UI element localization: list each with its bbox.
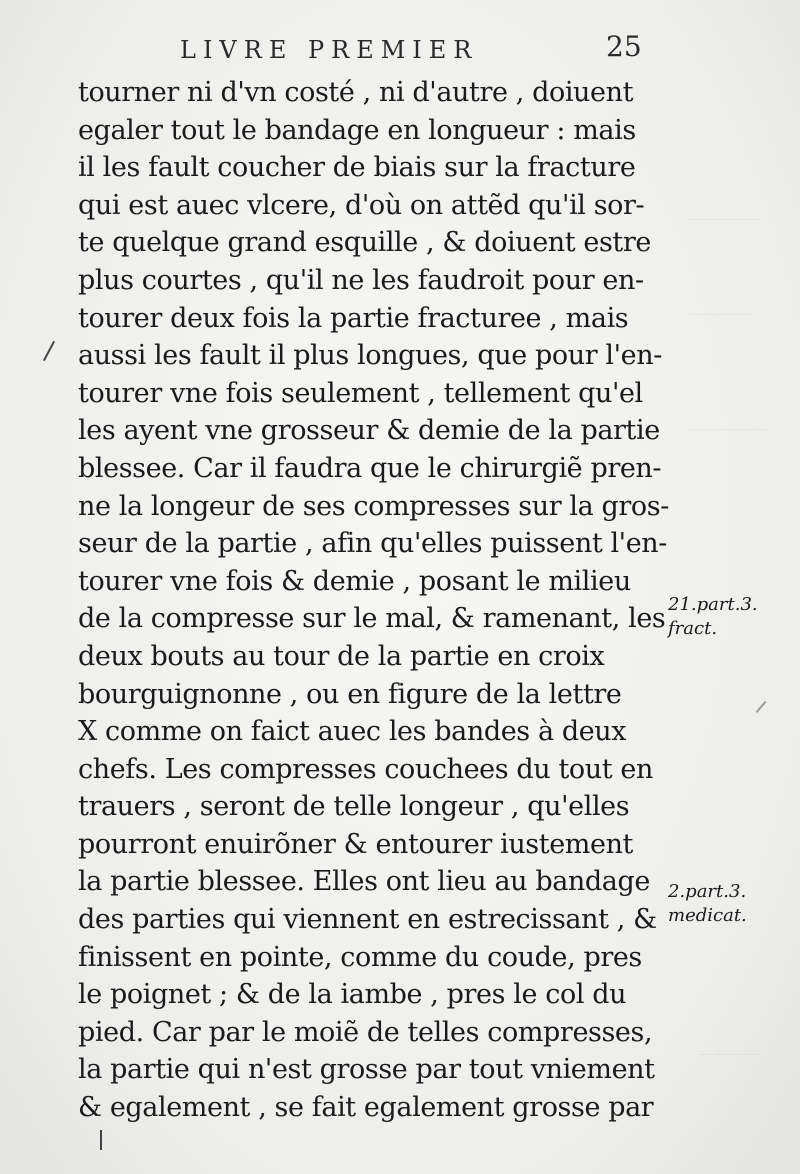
text-line: pourront enuirõner & entourer iustement bbox=[78, 828, 634, 860]
margin-note bbox=[668, 593, 758, 641]
text-line: la partie qui n'est grosse par tout vniement bbox=[78, 1054, 655, 1086]
text-line: tourer deux fois la partie fracturee , mais bbox=[78, 302, 629, 334]
text-line: qui est auec vlcere, d'où on attẽd qu'il sor- bbox=[78, 189, 645, 221]
text-line: seur de la partie , afin qu'elles puissent l'en- bbox=[78, 528, 667, 560]
margin-note-line: 21.part.3. bbox=[668, 594, 758, 615]
text-line: il les fault coucher de biais sur la fracture bbox=[78, 152, 636, 184]
text-line: deux bouts au tour de la partie en croix bbox=[78, 640, 605, 672]
text-line: de la compresse sur le mal, & ramenant, les bbox=[78, 603, 666, 635]
bleed-through-shadow bbox=[690, 135, 790, 486]
text-line: la partie blessee. Elles ont lieu au bandage bbox=[78, 866, 650, 898]
text-line: tourer vne fois & demie , posant le milieu bbox=[78, 565, 631, 597]
text-line: aussi les fault il plus longues, que pour l'en- bbox=[78, 340, 662, 372]
text-line: te quelque grand esquille , & doiuent estre bbox=[78, 227, 651, 259]
text-line: blessee. Car il faudra que le chirurgiẽ pren- bbox=[78, 452, 662, 484]
text-line: tourner ni d'vn costé , ni d'autre , doiuent bbox=[78, 77, 634, 108]
text-line: des parties qui viennent en estrecissant , & bbox=[78, 904, 657, 936]
running-title: LIVRE PREMIER bbox=[180, 36, 479, 64]
text-line: pied. Car par le moiẽ de telles compresses, bbox=[78, 1016, 653, 1048]
text-line: finissent en pointe, comme du coude, pres bbox=[78, 941, 642, 973]
text-line: ne la longeur de ses compresses sur la gros- bbox=[78, 490, 669, 522]
text-line: X comme on faict auec les bandes à deux bbox=[78, 716, 627, 748]
body-text bbox=[78, 74, 678, 1127]
text-line: tourer vne fois seulement , tellement qu'el bbox=[78, 377, 643, 409]
text-line: le poignet ; & de la iambe , pres le col du bbox=[78, 979, 627, 1011]
text-line: & egalement , se fait egalement grosse par bbox=[78, 1092, 654, 1124]
ink-mark bbox=[100, 1130, 102, 1150]
text-line: egaler tout le bandage en longueur : mais bbox=[78, 114, 636, 146]
page-number: 25 bbox=[606, 30, 642, 63]
margin-note bbox=[668, 880, 747, 928]
text-line: plus courtes , qu'il ne les faudroit pour en- bbox=[78, 264, 644, 296]
margin-note-line: fract. bbox=[668, 618, 718, 639]
ink-mark bbox=[756, 701, 767, 713]
text-line: bourguignonne , ou en figure de la lettre bbox=[78, 678, 622, 710]
margin-note-line: 2.part.3. bbox=[668, 881, 747, 902]
text-line: chefs. Les compresses couchees du tout en bbox=[78, 753, 653, 785]
margin-note-line: medicat. bbox=[668, 905, 747, 926]
text-line: les ayent vne grosseur & demie de la partie bbox=[78, 415, 660, 447]
text-line: trauers , seront de telle longeur , qu'elles bbox=[78, 791, 630, 823]
ink-mark bbox=[43, 341, 55, 361]
bleed-through-shadow-lower bbox=[700, 900, 790, 1111]
